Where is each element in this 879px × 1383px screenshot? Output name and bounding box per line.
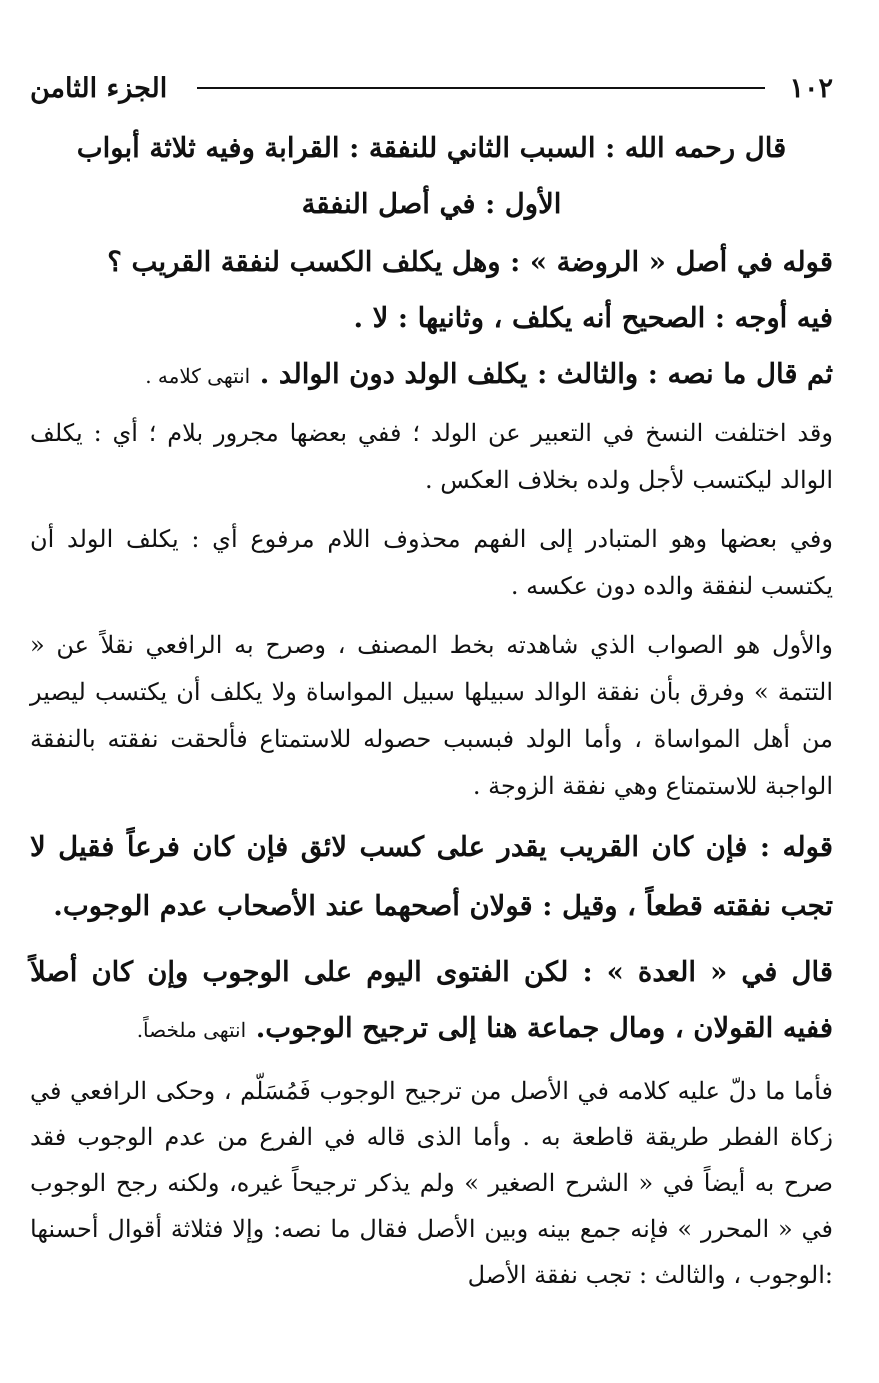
running-title: الجزء الثامن [30, 72, 168, 104]
commentary-paragraph: وفي بعضها وهو المتبادر إلى الفهم محذوف اللام مرفوع أي : يكلف الولد أن يكتسب لنفقة والده دون عكسه . [30, 525, 833, 600]
chapter-heading: قال رحمه الله : السبب الثاني للنفقة : القرابة وفيه ثلاثة أبواب [76, 132, 787, 164]
quoted-passage [30, 944, 833, 1058]
commentary-paragraph: والأول هو الصواب الذي شاهدته بخط المصنف ، وصرح به الرافعي نقلاً عن « التتمة » وفرق بأن نفقة الوالد سبيلها سبيل المواساة ولا يكلف أن يكتسب ليصير من أهل المواساة ، وأما الولد فبسبب حصوله للاستمتاع فألحقت نفقته بالنفقة الواجبة للاستمتاع وهي نفقة الزوجة . [30, 631, 833, 800]
quoted-text: قال في « العدة » : لكن الفتوى اليوم على الوجوب وإن كان أصلاً ففيه القولان ، ومال جماعة هنا إلى ترجيح الوجوب. [30, 956, 833, 1044]
page-header [30, 62, 833, 114]
quoted-passage: فيه أوجه : الصحيح أنه يكلف ، وثانيها : لا . [353, 302, 833, 334]
closing-phrase: انتهى كلامه . [145, 364, 251, 388]
commentary-paragraph: فأما ما دلّ عليه كلامه في الأصل من ترجيح الوجوب فَمُسَلّم ، وحكى الرافعي في زكاة الفطر طريقة قاطعة به . وأما الذى قاله في الفرع من عدم الوجوب فقد صرح به أيضاً في « الشرح الصغير » ولم يذكر ترجيحاً غيره، ولكنه رجح الوجوب في « المحرر » فإنه جمع بينه وبين الأصل فقال ما نصه: وإلا فثلاثة أقوال أحسنها :الوجوب ، والثالث : تجب نفقة الأصل [30, 1077, 833, 1289]
quoted-text: ثم قال ما نصه : والثالث : يكلف الولد دون الوالد . [259, 358, 833, 390]
closing-phrase: انتهى ملخصاً. [136, 1018, 247, 1042]
section-heading: الأول : في أصل النفقة [301, 188, 562, 220]
commentary-paragraph: وقد اختلفت النسخ في التعبير عن الولد ؛ ففي بعضها مجرور بلام ؛ أي : يكلف الوالد ليكتسب لأجل ولده بخلاف العكس . [30, 419, 833, 494]
quoted-passage: قوله : فإن كان القريب يقدر على كسب لائق فإن كان فرعاً فقيل لا تجب نفقته قطعاً ، وقيل : قولان أصحهما عند الأصحاب عدم الوجوب. [30, 831, 833, 922]
quoted-passage: قوله في أصل « الروضة » : وهل يكلف الكسب لنفقة القريب ؟ [107, 246, 833, 278]
header-rule [197, 87, 765, 89]
quoted-passage [30, 346, 833, 404]
page-number: ١٠٢ [789, 72, 833, 104]
